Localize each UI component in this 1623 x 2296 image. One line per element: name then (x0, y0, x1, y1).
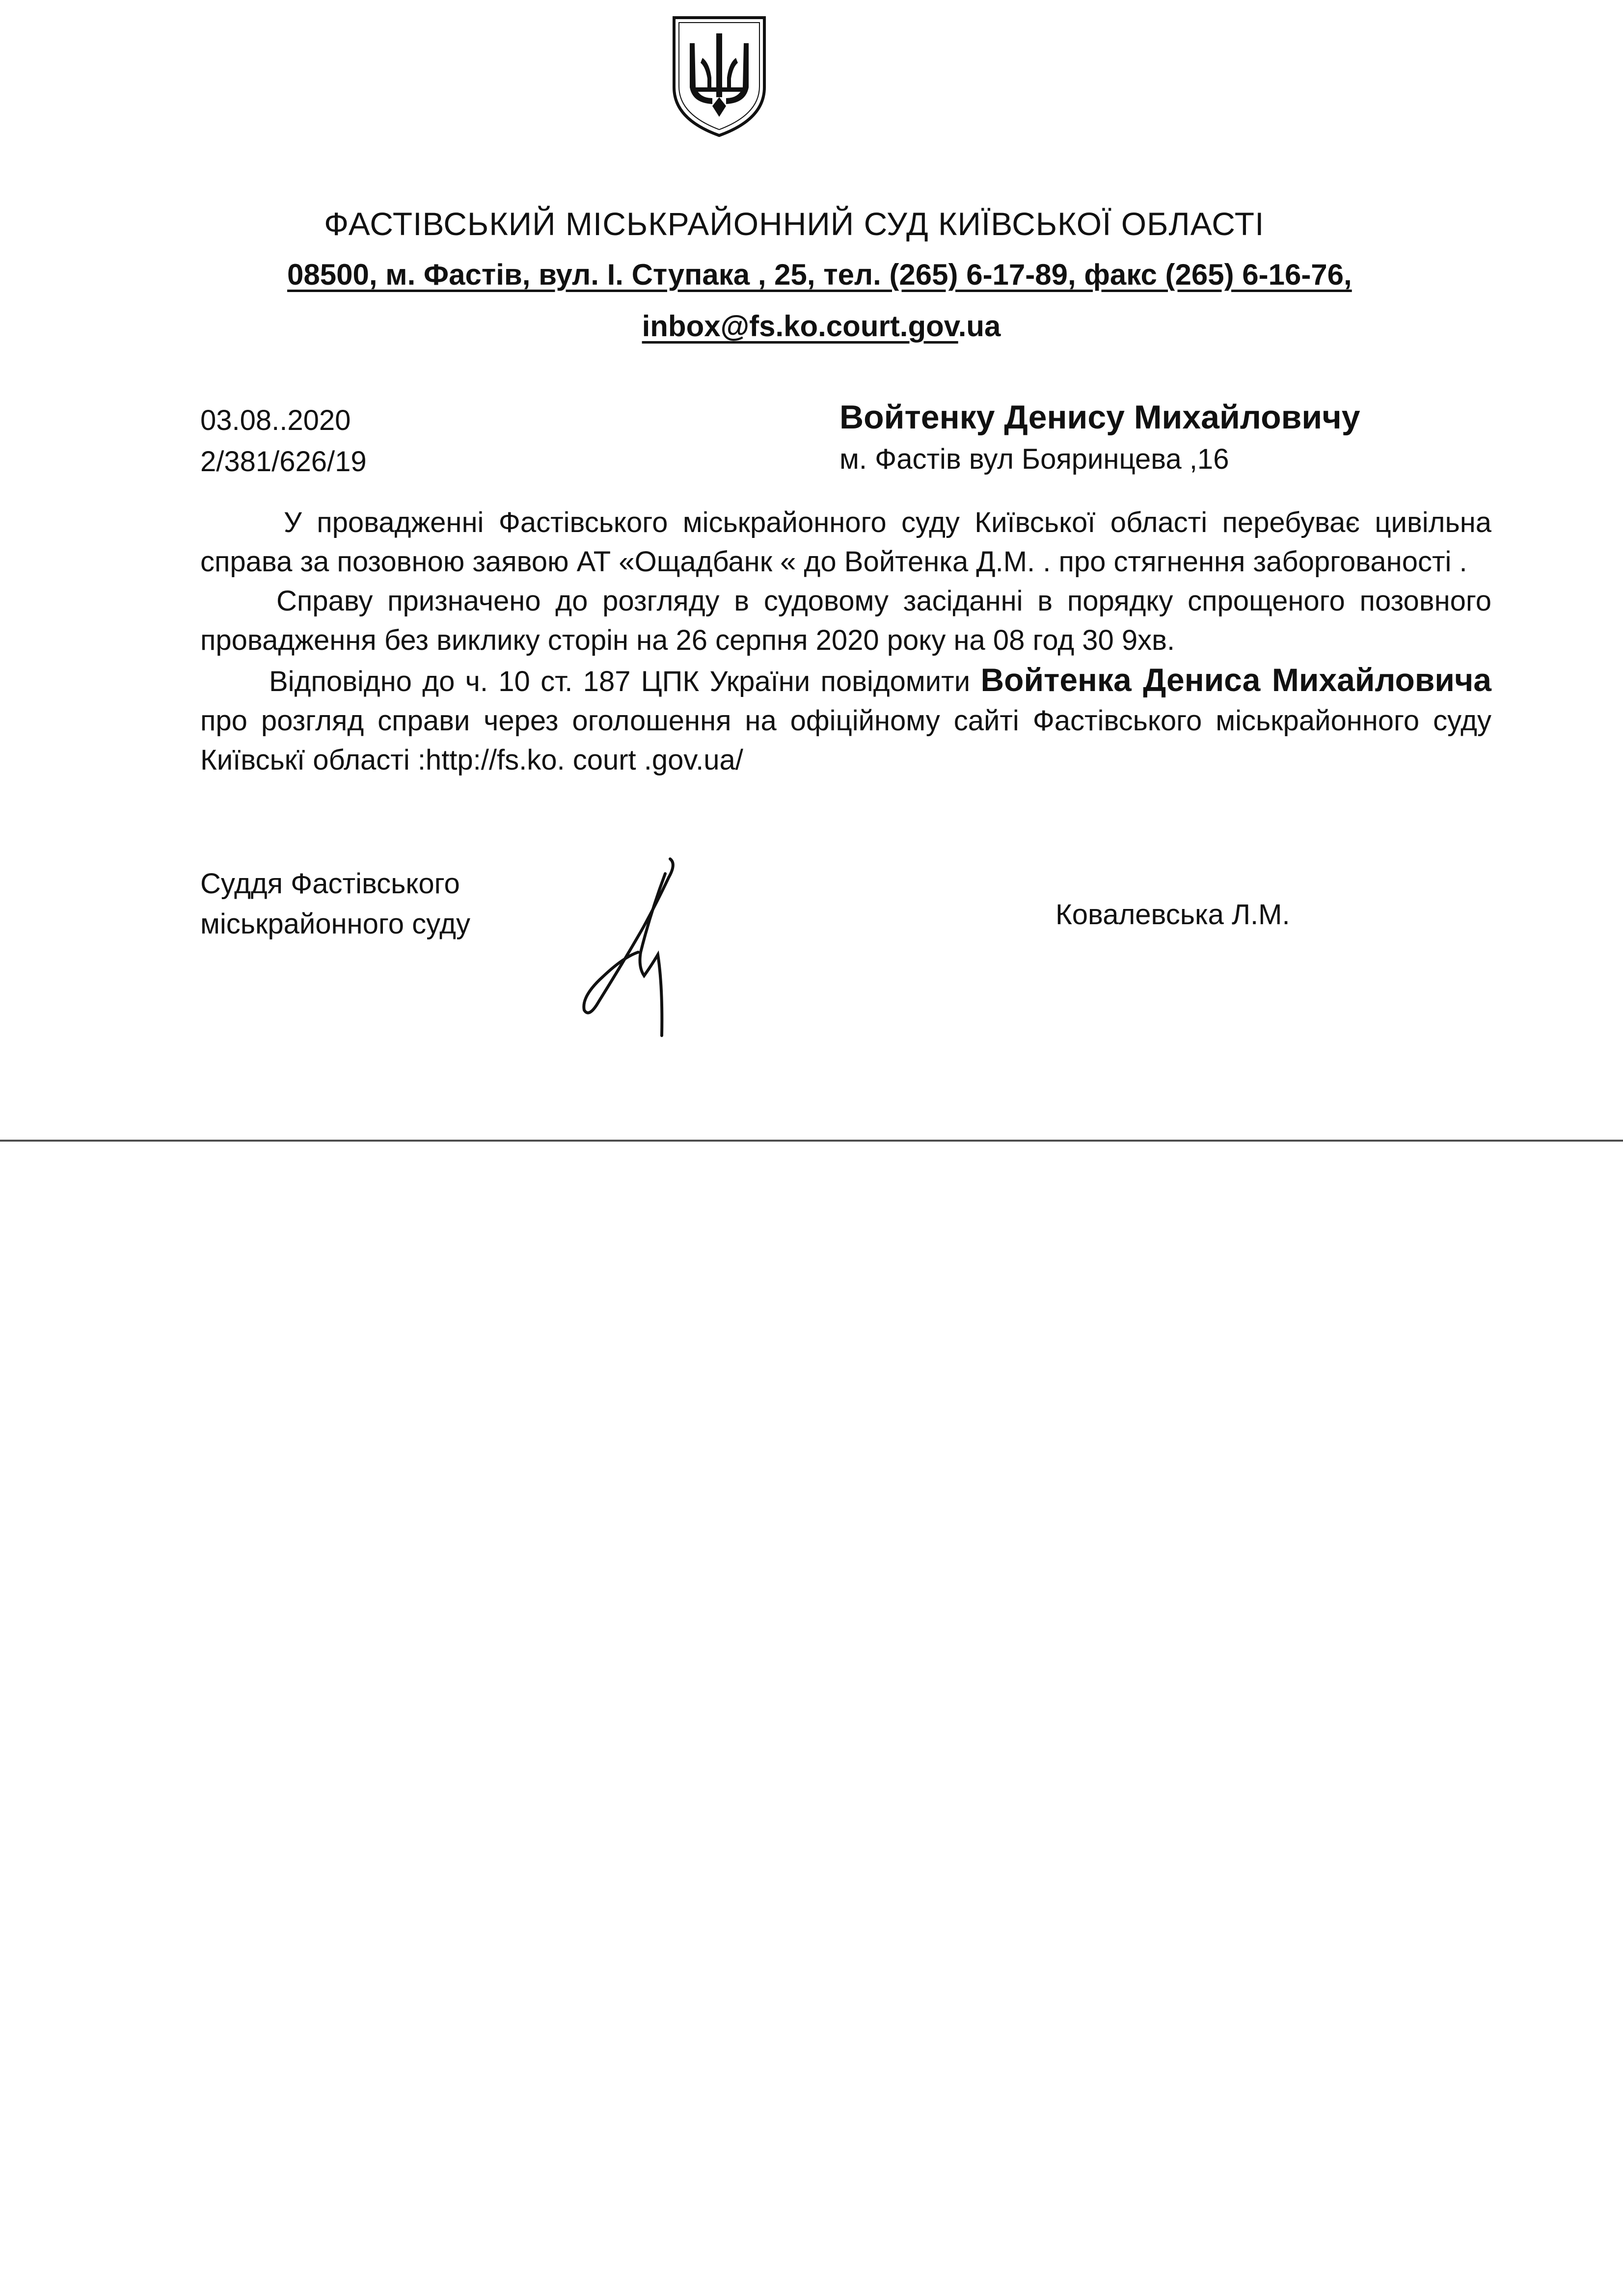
body-paragraph-1: У провадженні Фастівського міськрайонного суду Київської області перебуває цивільна справа за позовною заявою АТ «Ощадбанк « до Войтенка Д.М. . про стягнення заборгованості . (200, 507, 1491, 578)
court-address: 08500, м. Фастів, вул. І. Ступака , 25, тел. (265) 6-17-89, факс (265) 6-16-76, (287, 258, 1352, 291)
body-paragraph-2: Справу призначено до розгляду в судовому засіданні в порядку спрощеного позовного провадження без виклику сторін на 26 серпня 2020 року на 08 год 30 9хв. (200, 585, 1491, 656)
coat-of-arms-emblem (670, 14, 768, 139)
page-divider-line (0, 1140, 1623, 1142)
judge-name: Ковалевська Л.М. (1055, 899, 1290, 931)
handwritten-signature (565, 854, 692, 1041)
body-paragraph-3 (200, 660, 1491, 780)
judge-title-line-2: міськрайонного суду (200, 908, 471, 940)
paragraph-3-defendant-name: Войтенка Дениса Михайловича (980, 662, 1491, 698)
addressee-name: Войтенку Денису Михайловичу (839, 399, 1360, 436)
addressee-address: м. Фастів вул Бояринцева ,16 (839, 443, 1229, 475)
court-name-heading: ФАСТІВСЬКИЙ МІСЬКРАЙОННИЙ СУД КИЇВСЬКОЇ ОБЛАСТІ (324, 206, 1265, 242)
letter-body (200, 503, 1491, 780)
document-meta (200, 400, 367, 482)
addressee-block (839, 395, 1360, 480)
judge-title-line-1: Суддя Фастівського (200, 868, 460, 900)
document-date: 03.08..2020 (200, 404, 351, 436)
court-email-line (0, 309, 1623, 343)
court-email-suffix: .ua (958, 310, 1001, 343)
paragraph-3-prefix: Відповідно до ч. 10 ст. 187 ЦПК України повідомити (269, 666, 981, 697)
paragraph-3-suffix: про розгляд справи через оголошення на офіційному сайті Фастівського міськрайонного суду Київськї області :http://fs.ko. court .gov.ua/ (200, 705, 1491, 776)
court-email[interactable]: inbox@fs.ko.court.gov (642, 310, 958, 343)
judge-title (200, 864, 470, 944)
case-number: 2/381/626/19 (200, 446, 367, 478)
